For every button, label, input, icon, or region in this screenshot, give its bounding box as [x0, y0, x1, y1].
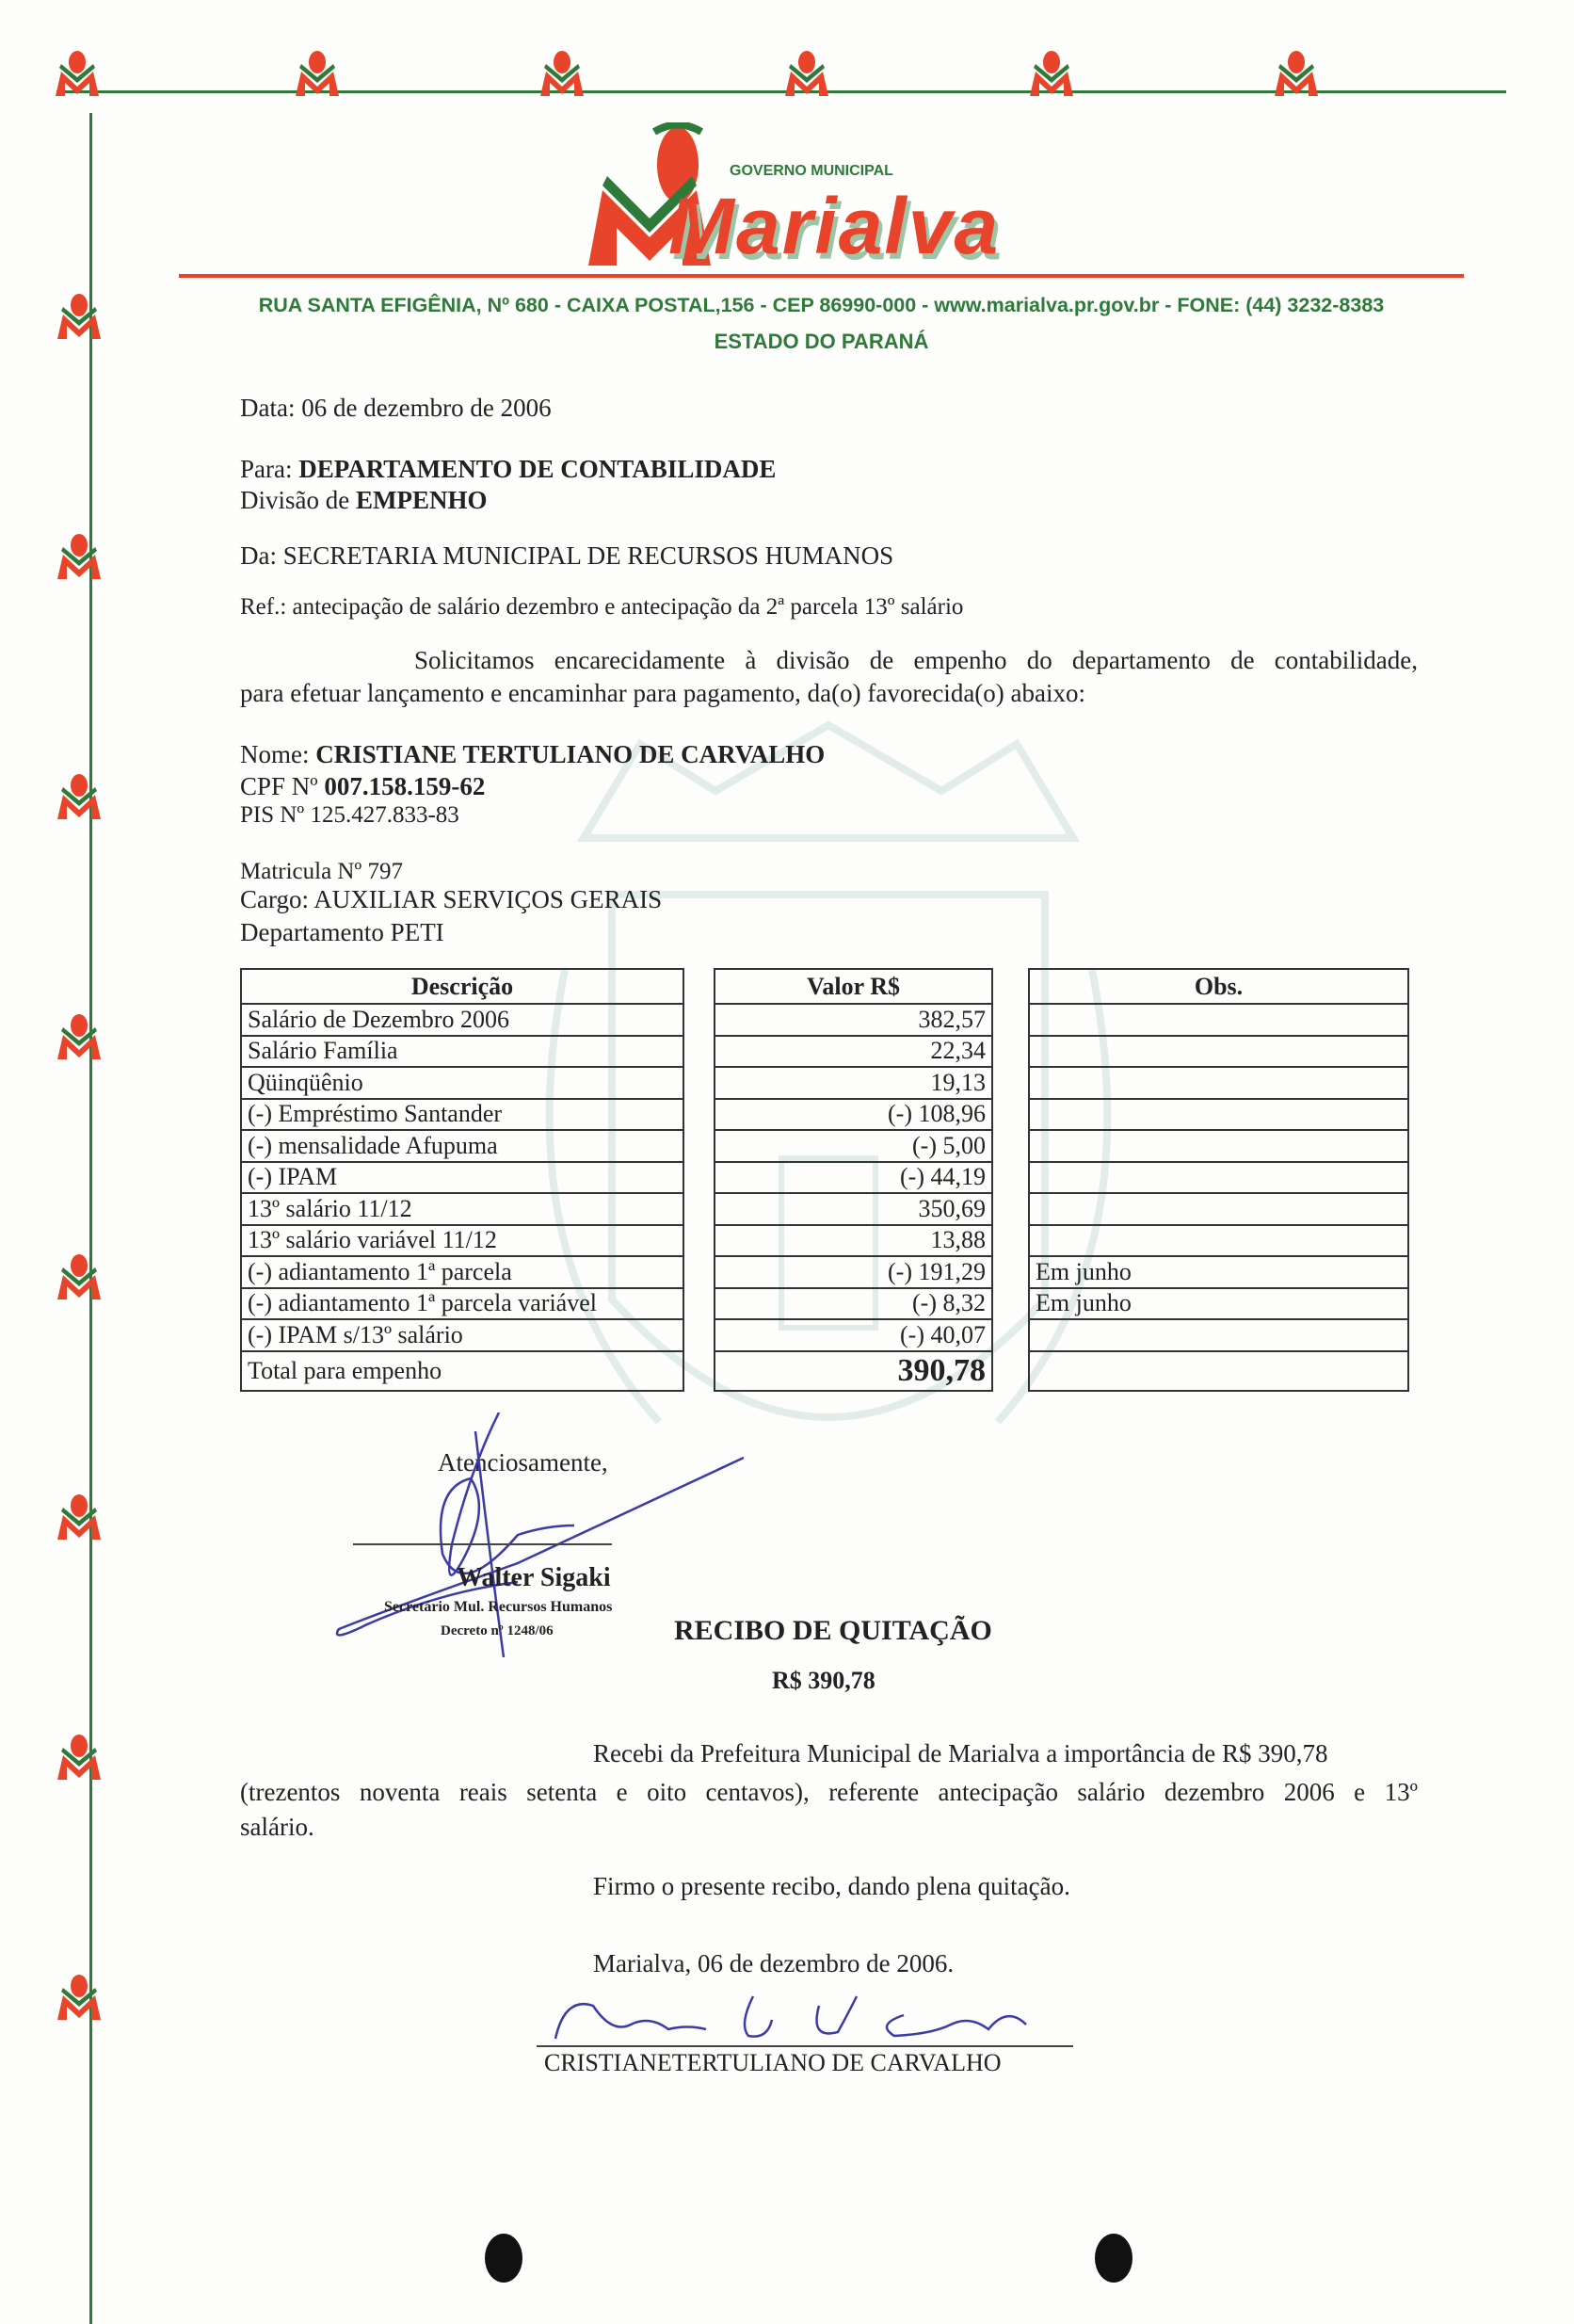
- signer-title: Secretário Mul. Recursos Humanos: [384, 1599, 613, 1615]
- table-row: [241, 1256, 683, 1288]
- receipt-amount: R$ 390,78: [772, 1667, 875, 1694]
- employee-cpf-value: 007.158.159-62: [324, 772, 486, 800]
- punch-hole: [485, 2234, 522, 2283]
- border-logo-icon: [52, 49, 103, 96]
- memo-division-value: EMPENHO: [355, 486, 488, 514]
- receipt-place-date: Marialva, 06 de dezembro de 2006.: [593, 1949, 955, 1977]
- table-row: [715, 1036, 992, 1068]
- employee-cargo: Cargo: AUXILIAR SERVIÇOS GERAIS: [240, 885, 663, 913]
- table-row: [715, 1193, 992, 1225]
- table-row: [241, 1193, 683, 1225]
- obs-cell: Em junho: [1029, 1288, 1408, 1320]
- memo-division: [240, 488, 487, 513]
- value-cell: 13,88: [715, 1225, 992, 1257]
- table-row: [241, 1130, 683, 1162]
- table-row: [715, 1067, 992, 1099]
- receipt-signature-name: CRISTIANETERTULIANO DE CARVALHO: [544, 2049, 1002, 2076]
- obs-cell: [1029, 1036, 1408, 1068]
- memo-body-line2: para efetuar lançamento e encaminhar para pagamento, da(o) favorecida(o) abaixo:: [240, 679, 1086, 707]
- employee-name-label: Nome:: [240, 740, 316, 768]
- description-cell: Total para empenho: [241, 1351, 683, 1391]
- total-row: [715, 1351, 992, 1391]
- border-logo-icon: [54, 1012, 104, 1059]
- header-valor: Valor R$: [715, 969, 992, 1004]
- obs-cell: [1029, 1351, 1408, 1391]
- obs-cell: [1029, 1319, 1408, 1351]
- obs-cell: [1029, 1067, 1408, 1099]
- border-logo-icon: [54, 1252, 104, 1299]
- table-row: [1029, 1225, 1408, 1257]
- receipt-text-line2: (trezentos noventa reais setenta e oito centavos), referente antecipação salário dezembro 2006 e 13º: [240, 1778, 1418, 1806]
- value-cell: (-) 44,19: [715, 1162, 992, 1194]
- table-row: [1029, 1162, 1408, 1194]
- employee-cpf-label: CPF Nº: [240, 772, 325, 800]
- employee-departamento: Departamento PETI: [240, 918, 444, 946]
- memo-ref: Ref.: antecipação de salário dezembro e antecipação da 2ª parcela 13º salário: [240, 594, 964, 620]
- table-row: [241, 1004, 683, 1036]
- signature-line-cristiane: [537, 2045, 1073, 2047]
- obs-table: [1028, 968, 1409, 1392]
- description-table: [240, 968, 684, 1392]
- memo-date: Data: 06 de dezembro de 2006: [240, 394, 552, 422]
- header-obs: Obs.: [1029, 969, 1408, 1004]
- table-row: [1029, 1256, 1408, 1288]
- signature-line-walter: [353, 1543, 612, 1545]
- description-cell: Salário Família: [241, 1036, 683, 1068]
- employee-pis: PIS Nº 125.427.833-83: [240, 802, 459, 828]
- address-line: RUA SANTA EFIGÊNIA, Nº 680 - CAIXA POSTAL,156 - CEP 86990-000 - www.marialva.pr.gov.br - FONE: (44) 3232-8383: [258, 294, 1385, 316]
- value-cell: 19,13: [715, 1067, 992, 1099]
- value-cell: 22,34: [715, 1036, 992, 1068]
- table-row: [715, 1256, 992, 1288]
- border-logo-icon: [54, 1733, 104, 1780]
- marialva-logo: [579, 122, 1087, 269]
- description-cell: (-) adiantamento 1ª parcela variável: [241, 1288, 683, 1320]
- employee-name-value: CRISTIANE TERTULIANO DE CARVALHO: [315, 740, 826, 768]
- border-logo-icon: [54, 532, 104, 579]
- table-row: [241, 1162, 683, 1194]
- logo-name: Marialva: [668, 182, 1001, 270]
- table-row: [241, 1319, 683, 1351]
- table-row: [715, 1225, 992, 1257]
- table-row: [715, 1162, 992, 1194]
- description-cell: (-) mensalidade Afupuma: [241, 1130, 683, 1162]
- table-row: [715, 1130, 992, 1162]
- receipt-text-line1: Recebi da Prefeitura Municipal de Marialva a importância de R$ 390,78: [593, 1739, 1328, 1767]
- value-cell: 382,57: [715, 1004, 992, 1036]
- obs-cell: Em junho: [1029, 1256, 1408, 1288]
- table-row: [1029, 1319, 1408, 1351]
- border-logo-icon: [1026, 49, 1077, 96]
- memo-to-label: Para:: [240, 455, 299, 483]
- receipt-text-line3: salário.: [240, 1813, 314, 1841]
- border-logo-icon: [781, 49, 832, 96]
- description-cell: 13º salário 11/12: [241, 1193, 683, 1225]
- table-row: [1029, 1004, 1408, 1036]
- value-cell: 350,69: [715, 1193, 992, 1225]
- receipt-title: RECIBO DE QUITAÇÃO: [674, 1615, 992, 1646]
- table-row: [715, 1099, 992, 1131]
- employee-matricula: Matricula Nº 797: [240, 859, 403, 884]
- signer-name: Walter Sigaki: [457, 1563, 611, 1592]
- salutation: Atenciosamente,: [438, 1448, 608, 1477]
- border-logo-icon: [54, 292, 104, 339]
- border-logo-icon: [1271, 49, 1322, 96]
- description-cell: (-) Empréstimo Santander: [241, 1099, 683, 1131]
- table-row: [715, 1288, 992, 1320]
- obs-cell: [1029, 1004, 1408, 1036]
- border-logo-icon: [292, 49, 343, 96]
- obs-cell: [1029, 1225, 1408, 1257]
- value-table: [714, 968, 993, 1392]
- border-logo-icon: [54, 1493, 104, 1540]
- obs-cell: [1029, 1130, 1408, 1162]
- table-row: [715, 1319, 992, 1351]
- description-cell: 13º salário variável 11/12: [241, 1225, 683, 1257]
- table-row: [715, 1004, 992, 1036]
- memo-to: [240, 457, 776, 482]
- logo-subtitle: GOVERNO MUNICIPAL: [730, 163, 893, 179]
- description-cell: Qüinqüênio: [241, 1067, 683, 1099]
- punch-hole: [1095, 2234, 1132, 2283]
- border-logo-icon: [54, 1973, 104, 2020]
- obs-cell: [1029, 1162, 1408, 1194]
- memo-to-value: DEPARTAMENTO DE CONTABILIDADE: [298, 455, 777, 483]
- border-logo-icon: [54, 772, 104, 819]
- table-row: [241, 1067, 683, 1099]
- table-row: [241, 1036, 683, 1068]
- description-cell: (-) IPAM: [241, 1162, 683, 1194]
- memo-division-label: Divisão de: [240, 486, 356, 514]
- table-row: [1029, 1288, 1408, 1320]
- table-row: [241, 1288, 683, 1320]
- border-logo-icon: [537, 49, 587, 96]
- value-cell: (-) 191,29: [715, 1256, 992, 1288]
- value-cell: (-) 5,00: [715, 1130, 992, 1162]
- table-row: [1029, 1099, 1408, 1131]
- table-row: [1029, 1193, 1408, 1225]
- employee-cpf: [240, 774, 485, 799]
- obs-cell: [1029, 1099, 1408, 1131]
- description-cell: (-) adiantamento 1ª parcela: [241, 1256, 683, 1288]
- memo-from: Da: SECRETARIA MUNICIPAL DE RECURSOS HUMANOS: [240, 541, 894, 570]
- signer-decree: Decreto nº 1248/06: [441, 1623, 554, 1638]
- description-cell: (-) IPAM s/13º salário: [241, 1319, 683, 1351]
- table-row: [241, 1225, 683, 1257]
- value-cell: (-) 8,32: [715, 1288, 992, 1320]
- table-row: [1029, 1067, 1408, 1099]
- memo-body-line1: Solicitamos encarecidamente à divisão de empenho do departamento de contabilidade,: [414, 646, 1418, 674]
- value-cell: (-) 40,07: [715, 1319, 992, 1351]
- obs-cell: [1029, 1193, 1408, 1225]
- description-cell: Salário de Dezembro 2006: [241, 1004, 683, 1036]
- value-cell: (-) 108,96: [715, 1099, 992, 1131]
- employee-name: [240, 742, 825, 767]
- state-line: ESTADO DO PARANÁ: [714, 330, 929, 353]
- total-row: [241, 1351, 683, 1391]
- total-row: [1029, 1351, 1408, 1391]
- table-row: [241, 1099, 683, 1131]
- signature-cristiane: [537, 1987, 1064, 2043]
- header-red-line: [179, 274, 1464, 278]
- header-descricao: Descrição: [241, 969, 683, 1004]
- table-row: [1029, 1036, 1408, 1068]
- receipt-firmo: Firmo o presente recibo, dando plena quitação.: [593, 1872, 1070, 1900]
- table-row: [1029, 1130, 1408, 1162]
- value-cell: 390,78: [715, 1351, 992, 1391]
